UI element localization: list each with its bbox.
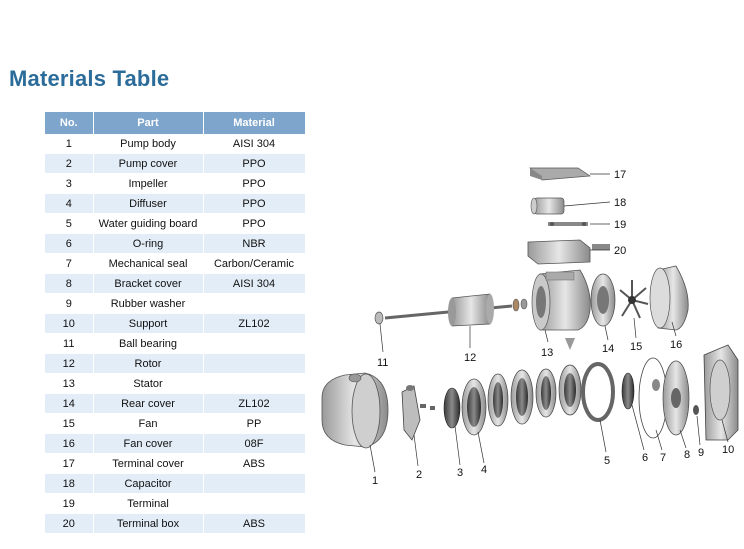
cell-no: 8 (45, 274, 93, 294)
cell-material: ZL102 (203, 314, 305, 334)
part-terminal-cover (530, 168, 610, 180)
callout-11: 11 (377, 357, 389, 369)
cell-material: NBR (203, 234, 305, 254)
cell-part: Bracket cover (93, 274, 203, 294)
callout-9: 9 (698, 447, 705, 459)
callout-16: 16 (670, 339, 683, 351)
callout-12: 12 (464, 352, 477, 364)
callout-13: 13 (541, 347, 554, 359)
header-material: Material (203, 112, 305, 134)
cell-part: Terminal cover (93, 454, 203, 474)
cell-material: AISI 304 (203, 134, 305, 154)
cell-part: Pump body (93, 134, 203, 154)
cell-part: Fan cover (93, 434, 203, 454)
cell-material: ABS (203, 454, 305, 474)
cell-material: PPO (203, 154, 305, 174)
cell-no: 2 (45, 154, 93, 174)
callout-8: 8 (684, 449, 691, 461)
part-rear-cover (591, 274, 615, 340)
cell-material: 08F (203, 434, 305, 454)
cell-part: Capacitor (93, 474, 203, 494)
part-ball-bearing (375, 312, 383, 352)
cell-no: 4 (45, 194, 93, 214)
cell-part: O-ring (93, 234, 203, 254)
part-support (704, 345, 738, 442)
callout-3: 3 (457, 467, 464, 479)
callout-19: 19 (614, 219, 627, 231)
part-impeller (444, 388, 460, 465)
part-pump-body (322, 373, 388, 472)
cell-part: Terminal box (93, 514, 203, 534)
impeller-stages (488, 365, 581, 426)
part-rubber-washer (693, 405, 700, 445)
part-pump-cover (402, 385, 435, 466)
cell-material: ABS (203, 514, 305, 534)
cell-part: Support (93, 314, 203, 334)
cell-no: 10 (45, 314, 93, 334)
callout-20: 20 (614, 245, 627, 257)
part-fan (620, 280, 648, 338)
header-no: No. (45, 112, 93, 134)
cell-no: 11 (45, 334, 93, 354)
cell-material: ZL102 (203, 394, 305, 414)
cell-part: Pump cover (93, 154, 203, 174)
callout-6: 6 (642, 452, 649, 464)
part-bracket-cover (663, 361, 689, 448)
cell-part: Impeller (93, 174, 203, 194)
cell-part: Fan (93, 414, 203, 434)
cell-no: 7 (45, 254, 93, 274)
cell-part: Rear cover (93, 394, 203, 414)
cell-part: Stator (93, 374, 203, 394)
callout-5: 5 (604, 455, 611, 467)
cell-material: PPO (203, 194, 305, 214)
callout-18: 18 (614, 197, 627, 209)
cell-no: 5 (45, 214, 93, 234)
cell-part: Rotor (93, 354, 203, 374)
cell-part: Ball bearing (93, 334, 203, 354)
callout-17: 17 (614, 169, 627, 181)
cell-material: PP (203, 414, 305, 434)
cell-material: PPO (203, 174, 305, 194)
part-stator (532, 270, 590, 350)
part-terminal (548, 222, 610, 226)
part-mechanical-seal (639, 358, 667, 450)
cell-part: Water guiding board (93, 214, 203, 234)
page-title: Materials Table (9, 66, 170, 91)
cell-material: AISI 304 (203, 274, 305, 294)
part-o-ring (622, 373, 644, 450)
cell-no: 13 (45, 374, 93, 394)
cell-part: Mechanical seal (93, 254, 203, 274)
callout-4: 4 (481, 464, 488, 476)
part-diffuser (462, 379, 486, 463)
cell-no: 6 (45, 234, 93, 254)
cell-no: 3 (45, 174, 93, 194)
cell-no: 17 (45, 454, 93, 474)
cell-no: 12 (45, 354, 93, 374)
cell-part: Diffuser (93, 194, 203, 214)
header-part: Part (93, 112, 203, 134)
part-terminal-box (528, 240, 610, 264)
part-rotor (385, 294, 527, 348)
cell-no: 1 (45, 134, 93, 154)
cell-no: 16 (45, 434, 93, 454)
cell-no: 14 (45, 394, 93, 414)
part-fan-cover (650, 266, 688, 336)
cell-no: 9 (45, 294, 93, 314)
cell-part: Terminal (93, 494, 203, 514)
callout-10: 10 (722, 444, 735, 456)
cell-part: Rubber washer (93, 294, 203, 314)
cell-material: PPO (203, 214, 305, 234)
cell-no: 20 (45, 514, 93, 534)
callout-7: 7 (660, 452, 667, 464)
cell-no: 18 (45, 474, 93, 494)
callout-2: 2 (416, 469, 423, 481)
part-capacitor (531, 198, 610, 214)
cell-no: 15 (45, 414, 93, 434)
callout-1: 1 (372, 475, 379, 487)
cell-material: Carbon/Ceramic (203, 254, 305, 274)
part-water-guiding-board (583, 364, 613, 452)
cell-no: 19 (45, 494, 93, 514)
callout-14: 14 (602, 343, 615, 355)
callout-15: 15 (630, 341, 643, 353)
